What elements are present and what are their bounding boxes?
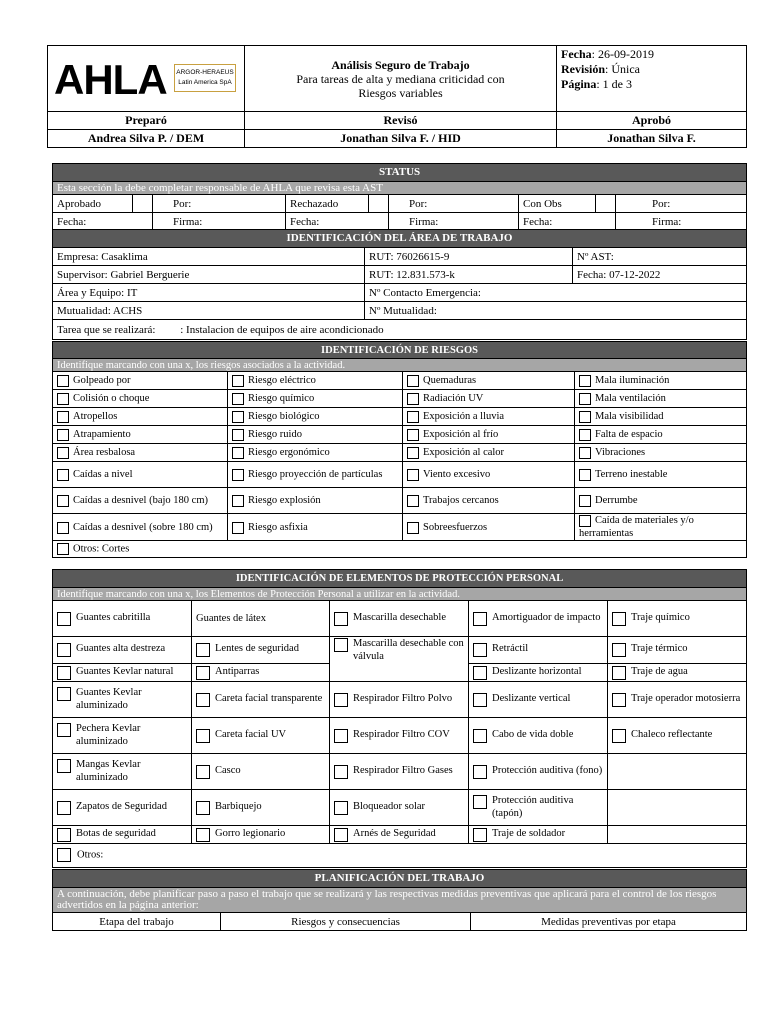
epp-item[interactable] <box>330 753 469 789</box>
plan-section <box>52 869 747 931</box>
epp-item[interactable] <box>330 717 469 753</box>
checkbox[interactable] <box>407 522 419 534</box>
riesgo-label: Trabajos cercanos <box>423 495 499 506</box>
riesgo-item[interactable] <box>53 444 228 462</box>
preparo-name: Andrea Silva P. / DEM <box>48 130 245 148</box>
epp-label: Traje térmico <box>631 643 688 655</box>
epp-label: Protección auditiva (fono) <box>492 764 603 776</box>
riesgo-item[interactable] <box>228 462 403 488</box>
checkbox[interactable] <box>196 666 210 680</box>
riesgo-row <box>53 462 747 488</box>
aprobado-firma[interactable]: Firma: <box>153 213 286 231</box>
checkbox[interactable] <box>579 469 591 481</box>
epp-label: Traje de agua <box>631 665 688 677</box>
riesgo-item[interactable] <box>403 372 575 390</box>
n-mutualidad-field[interactable]: Nº Mutualidad: <box>365 302 747 320</box>
epp-item[interactable] <box>330 637 469 664</box>
checkbox[interactable] <box>232 522 244 534</box>
epp-label: Barbiquejo <box>215 800 262 812</box>
aprobado-label: Aprobado <box>53 195 133 213</box>
epp-item[interactable] <box>192 601 330 637</box>
epp-label: Gorro legionario <box>215 827 286 839</box>
epp-item[interactable] <box>469 753 608 789</box>
checkbox[interactable] <box>57 522 69 534</box>
riesgo-label: Riesgo proyección de partículas <box>248 469 383 480</box>
epp-label: Careta facial UV <box>215 728 287 740</box>
riesgo-label: Quemaduras <box>423 375 477 386</box>
preparo-label: Preparó <box>48 112 245 130</box>
checkbox[interactable] <box>473 765 487 779</box>
checkbox[interactable] <box>579 393 591 405</box>
epp-item[interactable] <box>192 663 330 681</box>
epp-item <box>608 753 747 789</box>
plan-note: A continuación, debe planificar paso a paso el trabajo que se realizará y las respectivas medidas preventivas que aplicará para el control de los riesgos advertidos en la página anterior: <box>53 888 747 913</box>
n-ast-field[interactable]: Nº AST: <box>573 248 747 266</box>
plan-col-medidas: Medidas preventivas por etapa <box>471 913 747 931</box>
con-obs-checkbox[interactable] <box>596 195 616 213</box>
epp-row <box>53 663 747 681</box>
epp-label: Cabo de vida doble <box>492 728 574 740</box>
riesgo-item[interactable] <box>53 488 228 514</box>
riesgo-item[interactable] <box>403 514 575 541</box>
checkbox[interactable] <box>57 495 69 507</box>
con-obs-label: Con Obs <box>519 195 596 213</box>
riesgo-item[interactable] <box>403 488 575 514</box>
epp-label: Arnés de Seguridad <box>353 827 436 839</box>
riesgo-label: Riesgo biológico <box>248 411 320 422</box>
status-note: Esta sección la debe completar responsable de AHLA que revisa esta AST <box>53 182 747 195</box>
riesgo-row <box>53 488 747 514</box>
checkbox[interactable] <box>57 411 69 423</box>
checkbox[interactable] <box>407 411 419 423</box>
epp-item <box>330 663 469 681</box>
riesgo-item[interactable] <box>575 462 747 488</box>
rechazado-checkbox[interactable] <box>369 195 389 213</box>
riesgo-item[interactable] <box>575 408 747 426</box>
supervisor-field[interactable]: Supervisor: Gabriel Berguerie <box>53 266 365 284</box>
tarea-field[interactable] <box>53 320 747 340</box>
epp-item[interactable] <box>53 753 192 789</box>
epp-label: Protección auditiva (tapón) <box>492 795 574 819</box>
checkbox[interactable] <box>57 375 69 387</box>
checkbox[interactable] <box>334 828 348 842</box>
riesgo-row <box>53 390 747 408</box>
checkbox[interactable] <box>232 447 244 459</box>
riesgo-item[interactable] <box>53 426 228 444</box>
epp-item[interactable] <box>53 717 192 753</box>
document-title-cell <box>245 46 557 112</box>
epp-item[interactable] <box>469 789 608 825</box>
aprobo-name: Jonathan Silva F. <box>557 130 747 148</box>
riesgo-label: Mala ventilación <box>595 393 666 404</box>
checkbox[interactable] <box>232 411 244 423</box>
riesgo-item[interactable] <box>575 444 747 462</box>
riesgo-row <box>53 372 747 390</box>
riesgo-label: Derrumbe <box>595 495 638 506</box>
checkbox[interactable] <box>579 495 591 507</box>
reviso-label: Revisó <box>245 112 557 130</box>
area-title: IDENTIFICACIÓN DEL ÁREA DE TRABAJO <box>53 230 747 248</box>
epp-label: Zapatos de Seguridad <box>76 800 167 812</box>
checkbox[interactable] <box>334 612 348 626</box>
epp-label: Botas de seguridad <box>76 827 156 839</box>
aprobado-checkbox[interactable] <box>133 195 153 213</box>
riesgo-row <box>53 514 747 541</box>
riesgo-label: Caídas a desnivel (bajo 180 cm) <box>73 495 209 506</box>
mutualidad-field[interactable]: Mutualidad: ACHS <box>53 302 365 320</box>
checkbox[interactable] <box>473 612 487 626</box>
epp-label: Deslizante vertical <box>492 692 571 704</box>
checkbox[interactable] <box>334 801 348 815</box>
checkbox[interactable] <box>232 393 244 405</box>
riesgo-label: Caídas a nivel <box>73 469 133 480</box>
riesgo-label: Falta de espacio <box>595 429 663 440</box>
riesgo-item[interactable] <box>403 408 575 426</box>
riesgo-item[interactable] <box>53 390 228 408</box>
epp-title: IDENTIFICACIÓN DE ELEMENTOS DE PROTECCIÓN PERSONAL <box>53 570 747 588</box>
epp-item[interactable] <box>608 717 747 753</box>
epp-item[interactable] <box>192 753 330 789</box>
aprobado-fecha[interactable]: Fecha: <box>53 213 153 231</box>
riesgo-item[interactable] <box>53 514 228 541</box>
riesgo-item[interactable] <box>403 426 575 444</box>
epp-item[interactable] <box>608 681 747 717</box>
epp-item[interactable] <box>608 663 747 681</box>
epp-label: Guantes Kevlar aluminizado <box>76 687 142 711</box>
document-header <box>47 45 747 148</box>
checkbox[interactable] <box>473 643 487 657</box>
epp-item[interactable] <box>330 681 469 717</box>
checkbox[interactable] <box>57 801 71 815</box>
document-subtitle-2: Riesgos variables <box>358 85 443 100</box>
company-logo <box>48 47 244 111</box>
epp-section <box>52 569 747 868</box>
riesgos-note: Identifique marcando con una x, los riesgos asociados a la actividad. <box>53 359 747 372</box>
checkbox[interactable] <box>407 393 419 405</box>
checkbox[interactable] <box>232 375 244 387</box>
riesgo-item[interactable] <box>403 390 575 408</box>
epp-label: Traje operador motosierra <box>631 692 741 704</box>
epp-label: Retráctil <box>492 643 529 655</box>
checkbox[interactable] <box>57 643 71 657</box>
checkbox[interactable] <box>57 612 71 626</box>
checkbox[interactable] <box>57 759 71 773</box>
epp-item[interactable] <box>330 825 469 843</box>
checkbox[interactable] <box>612 643 626 657</box>
riesgo-item[interactable] <box>575 426 747 444</box>
riesgo-label: Atropellos <box>73 411 118 422</box>
epp-item[interactable] <box>53 789 192 825</box>
riesgo-label: Riesgo ruido <box>248 429 302 440</box>
epp-label: Casco <box>215 764 241 776</box>
epp-row <box>53 753 747 789</box>
epp-label: Guantes Kevlar natural <box>76 665 174 677</box>
checkbox[interactable] <box>57 687 71 701</box>
checkbox[interactable] <box>579 447 591 459</box>
epp-item[interactable] <box>53 681 192 717</box>
rechazado-label: Rechazado <box>286 195 369 213</box>
epp-item[interactable] <box>53 663 192 681</box>
riesgo-item[interactable] <box>53 372 228 390</box>
checkbox[interactable] <box>196 729 210 743</box>
riesgo-label: Riesgo químico <box>248 393 315 404</box>
epp-item[interactable] <box>469 601 608 637</box>
riesgo-label: Riesgo asfixia <box>248 521 308 533</box>
riesgo-label: Riesgo explosión <box>248 495 321 506</box>
riesgo-label: Radiación UV <box>423 393 484 404</box>
riesgo-label: Mala visibilidad <box>595 411 664 422</box>
riesgo-otros[interactable]: Otros: Cortes <box>53 541 747 558</box>
rechazado-fecha[interactable]: Fecha: <box>286 213 389 231</box>
riesgo-label: Sobreesfuerzos <box>423 521 488 533</box>
con-obs-firma[interactable]: Firma: <box>616 213 747 231</box>
epp-item <box>608 789 747 825</box>
con-obs-fecha[interactable]: Fecha: <box>519 213 616 231</box>
checkbox[interactable] <box>473 729 487 743</box>
epp-label: Mangas Kevlar aluminizado <box>76 759 141 783</box>
checkbox[interactable] <box>612 612 626 626</box>
riesgo-item[interactable] <box>403 462 575 488</box>
epp-label: Respirador Filtro COV <box>353 728 450 740</box>
checkbox[interactable] <box>57 848 71 862</box>
epp-item[interactable] <box>192 825 330 843</box>
fecha-field[interactable]: Fecha: 07-12-2022 <box>573 266 747 284</box>
epp-row <box>53 825 747 843</box>
checkbox[interactable] <box>473 795 487 809</box>
epp-item[interactable] <box>608 637 747 664</box>
epp-row <box>53 601 747 637</box>
tarea-value[interactable]: : Instalacion de equipos de aire acondicionado <box>180 323 384 336</box>
logo-badge: ARGOR-HERAEUS Latin America SpA <box>174 64 236 92</box>
area-equipo-field[interactable]: Área y Equipo: IT <box>53 284 365 302</box>
epp-label: Chaleco reflectante <box>631 728 713 740</box>
reviso-name: Jonathan Silva F. / HID <box>245 130 557 148</box>
checkbox[interactable] <box>196 828 210 842</box>
riesgos-section <box>52 341 747 558</box>
aprobo-label: Aprobó <box>557 112 747 130</box>
epp-item[interactable] <box>469 637 608 664</box>
logo-cell <box>48 46 245 112</box>
checkbox[interactable] <box>232 429 244 441</box>
epp-label: Traje químico <box>631 612 690 623</box>
epp-otros[interactable]: Otros: <box>53 843 747 867</box>
checkbox[interactable] <box>407 429 419 441</box>
epp-item[interactable] <box>53 637 192 664</box>
epp-item[interactable] <box>330 789 469 825</box>
rechazado-firma[interactable]: Firma: <box>389 213 519 231</box>
epp-label: Deslizante horizontal <box>492 665 582 677</box>
doc-revision: : Única <box>605 62 641 76</box>
epp-label: Respirador Filtro Gases <box>353 764 453 776</box>
epp-label: Guantes cabritilla <box>76 612 151 623</box>
status-title: STATUS <box>53 164 747 182</box>
epp-label: Bloqueador solar <box>353 800 426 812</box>
epp-row <box>53 637 747 664</box>
plan-col-riesgos: Riesgos y consecuencias <box>221 913 471 931</box>
epp-item <box>608 825 747 843</box>
epp-item[interactable] <box>469 717 608 753</box>
checkbox[interactable] <box>334 729 348 743</box>
checkbox[interactable] <box>196 765 210 779</box>
riesgo-item[interactable] <box>53 408 228 426</box>
checkbox[interactable] <box>579 429 591 441</box>
riesgo-item[interactable] <box>403 444 575 462</box>
riesgo-label: Riesgo ergonómico <box>248 447 330 458</box>
checkbox[interactable] <box>473 693 487 707</box>
riesgo-item[interactable] <box>575 372 747 390</box>
empresa-field[interactable]: Empresa: Casaklima <box>53 248 365 266</box>
checkbox[interactable] <box>57 429 69 441</box>
doc-page: : 1 de 3 <box>596 77 633 91</box>
riesgo-item[interactable] <box>228 426 403 444</box>
riesgo-item[interactable] <box>228 408 403 426</box>
epp-label: Lentes de seguridad <box>215 643 299 655</box>
checkbox[interactable] <box>57 828 71 842</box>
checkbox[interactable] <box>334 765 348 779</box>
document-subtitle-1: Para tareas de alta y mediana criticidad con <box>296 71 505 86</box>
checkbox[interactable] <box>612 693 626 707</box>
checkbox[interactable] <box>232 469 244 481</box>
epp-label: Mascarilla desechable con válvula <box>353 638 464 662</box>
riesgo-label: Mala iluminación <box>595 375 670 386</box>
checkbox[interactable] <box>334 638 348 652</box>
contacto-emergencia-field[interactable]: Nº Contacto Emergencia: <box>365 284 747 302</box>
checkbox[interactable] <box>196 693 210 707</box>
epp-item[interactable] <box>469 681 608 717</box>
epp-item[interactable] <box>192 637 330 664</box>
checkbox[interactable] <box>579 375 591 387</box>
riesgo-row <box>53 426 747 444</box>
epp-label: Careta facial transparente <box>215 692 323 704</box>
checkbox[interactable] <box>196 643 210 657</box>
riesgo-label: Caída de materiales y/o herramientas <box>579 515 694 539</box>
checkbox[interactable] <box>579 411 591 423</box>
document-meta: Fecha: 26-09-2019 Revisión: Única Página: 1 de 3 <box>557 46 747 112</box>
riesgo-item[interactable] <box>228 488 403 514</box>
tarea-label: Tarea que se realizará: <box>57 323 156 336</box>
rut-supervisor-field[interactable]: RUT: 12.831.573-k <box>365 266 573 284</box>
epp-row <box>53 681 747 717</box>
checkbox[interactable] <box>473 666 487 680</box>
plan-title: PLANIFICACIÓN DEL TRABAJO <box>53 870 747 888</box>
epp-item[interactable] <box>469 825 608 843</box>
riesgo-row <box>53 444 747 462</box>
epp-item[interactable] <box>608 601 747 637</box>
epp-label: Amortiguador de impacto <box>492 612 601 623</box>
epp-item[interactable] <box>53 825 192 843</box>
riesgo-label: Exposición al calor <box>423 447 505 458</box>
riesgo-item[interactable] <box>575 390 747 408</box>
riesgo-label: Golpeado por <box>73 375 131 386</box>
doc-date: : 26-09-2019 <box>591 47 654 61</box>
epp-label: Antiparras <box>215 665 260 677</box>
riesgo-label: Terreno inestable <box>595 469 668 480</box>
riesgo-label: Exposición a lluvia <box>423 411 505 422</box>
checkbox[interactable] <box>57 469 69 481</box>
checkbox[interactable] <box>612 666 626 680</box>
riesgo-item[interactable] <box>228 444 403 462</box>
epp-item[interactable] <box>53 601 192 637</box>
checkbox[interactable] <box>57 723 71 737</box>
riesgo-item[interactable] <box>228 390 403 408</box>
epp-item[interactable] <box>330 601 469 637</box>
checkbox[interactable] <box>57 447 69 459</box>
riesgos-title: IDENTIFICACIÓN DE RIESGOS <box>53 342 747 359</box>
checkbox[interactable] <box>57 666 71 680</box>
epp-row <box>53 789 747 825</box>
riesgo-item[interactable] <box>575 514 747 541</box>
epp-label: Guantes de látex <box>196 613 266 624</box>
riesgo-row <box>53 408 747 426</box>
epp-label: Mascarilla desechable <box>353 612 446 623</box>
riesgo-label: Área resbalosa <box>73 447 136 458</box>
riesgo-label: Atrapamiento <box>73 429 131 440</box>
epp-item[interactable] <box>469 663 608 681</box>
riesgo-label: Colisión o choque <box>73 393 150 404</box>
riesgo-item[interactable] <box>228 514 403 541</box>
epp-row <box>53 717 747 753</box>
riesgo-item[interactable] <box>228 372 403 390</box>
epp-note: Identifique marcando con una x, los Elementos de Protección Personal a utilizar en la actividad. <box>53 588 747 601</box>
riesgo-label: Exposición al frío <box>423 429 499 440</box>
area-section <box>52 229 747 340</box>
document-title: Análisis Seguro de Trabajo <box>331 57 470 72</box>
epp-label: Pechera Kevlar aluminizado <box>76 723 141 747</box>
con-obs-por[interactable]: Por: <box>616 195 747 213</box>
epp-item[interactable] <box>192 789 330 825</box>
plan-col-etapa: Etapa del trabajo <box>53 913 221 931</box>
checkbox[interactable] <box>57 543 69 555</box>
checkbox[interactable] <box>196 801 210 815</box>
riesgo-label: Caídas a desnivel (sobre 180 cm) <box>73 521 213 533</box>
checkbox[interactable] <box>407 469 419 481</box>
checkbox[interactable] <box>407 447 419 459</box>
rechazado-por[interactable]: Por: <box>389 195 519 213</box>
checkbox[interactable] <box>579 515 591 527</box>
aprobado-por[interactable]: Por: <box>153 195 286 213</box>
status-section <box>52 163 747 231</box>
epp-label: Traje de soldador <box>492 827 566 839</box>
riesgo-item[interactable] <box>575 488 747 514</box>
riesgo-label: Viento excesivo <box>423 469 491 480</box>
epp-label: Respirador Filtro Polvo <box>353 692 453 704</box>
checkbox[interactable] <box>232 495 244 507</box>
checkbox[interactable] <box>407 495 419 507</box>
checkbox[interactable] <box>57 393 69 405</box>
riesgo-label: Vibraciones <box>595 447 646 458</box>
checkbox[interactable] <box>334 693 348 707</box>
checkbox[interactable] <box>407 375 419 387</box>
rut-empresa-field[interactable]: RUT: 76026615-9 <box>365 248 573 266</box>
epp-item[interactable] <box>192 717 330 753</box>
riesgo-item[interactable] <box>53 462 228 488</box>
epp-item[interactable] <box>192 681 330 717</box>
logo-text: AHLA <box>54 55 167 103</box>
riesgo-label: Riesgo eléctrico <box>248 375 316 386</box>
checkbox[interactable] <box>612 729 626 743</box>
epp-label: Guantes alta destreza <box>76 643 166 655</box>
checkbox[interactable] <box>473 828 487 842</box>
